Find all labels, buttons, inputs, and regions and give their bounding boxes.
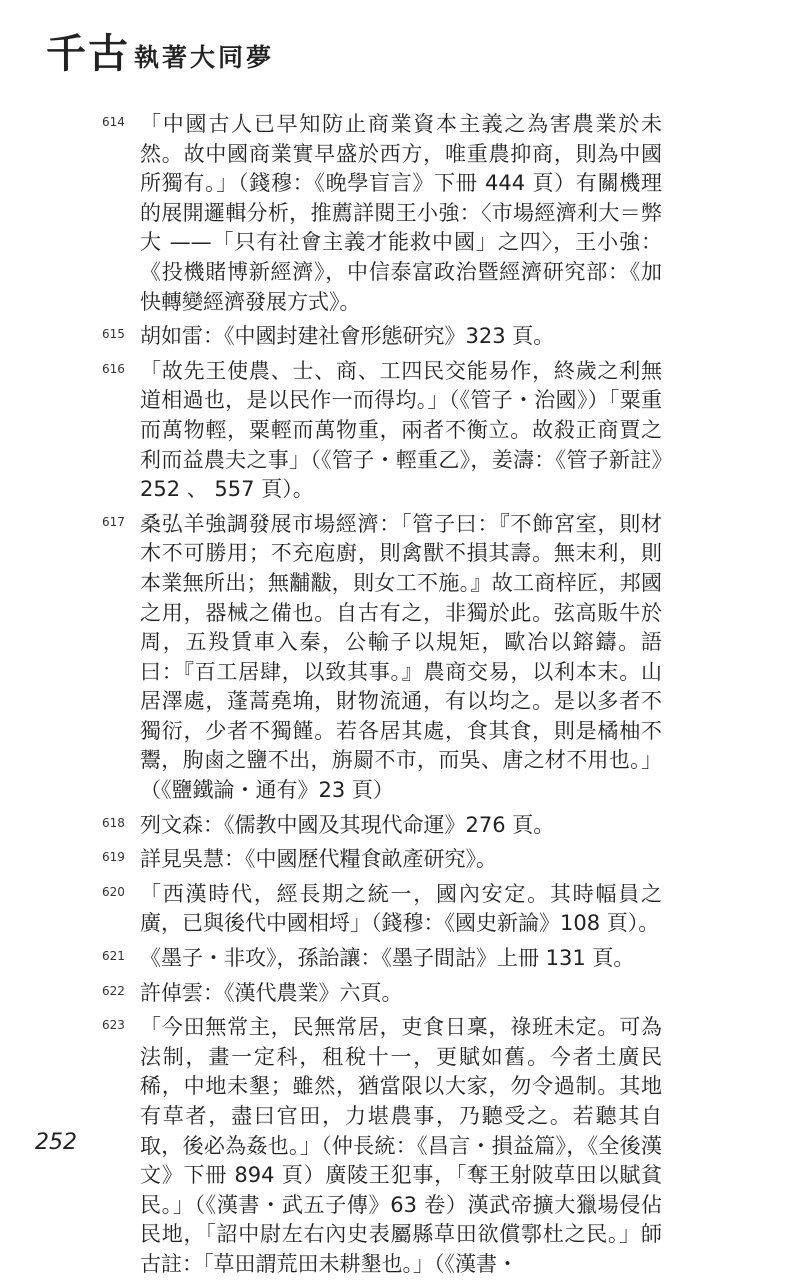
endnote xyxy=(102,357,662,505)
endnote-number: 615 xyxy=(102,327,125,342)
endnote-number: 623 xyxy=(102,1018,125,1033)
endnote-number: 622 xyxy=(102,983,125,998)
endnote xyxy=(102,811,662,841)
endnote-text: 詳見吳慧：《中國歷代糧食畝產研究》。 xyxy=(140,847,497,872)
endnote-text: 胡如雷：《中國封建社會形態研究》323 頁。 xyxy=(140,324,555,349)
page-number: 252 xyxy=(35,1130,77,1155)
endnote xyxy=(102,845,662,875)
endnote-number: 617 xyxy=(102,514,125,529)
endnote-text: 《墨子・非攻》，孫詒讓：《墨子間詁》上冊 131 頁。 xyxy=(140,946,635,971)
book-title-sub: 執著大同夢 xyxy=(134,43,275,72)
endnote-text: 桑弘羊強調發展市場經濟：「管子曰：『不飾宮室，則材木不可勝用；不充庖廚，則禽獸不損其壽。無末利，則本業無所出；無黼黻，則女工不施。』故工商梓匠，邦國之用，器械之備也。自古有之，非獨於此。弦高販牛於周，五羖賃車入秦，公輸子以規矩，歐冶以鎔鑄。語曰：『百工居肆，以致其事。』農商交易，以利本末。山居澤處，蓬蒿堯埆，財物流通，有以均之。是以多者不獨衍，少者不獨饉。若各居其處，食其食，則是橘柚不鬻，朐鹵之鹽不出，旃罽不市，而吳、唐之材不用也。」（《鹽鐵論・通有》23 頁） xyxy=(140,511,662,803)
endnote xyxy=(102,880,662,939)
endnote-text: 「故先王使農、士、商、工四民交能易作，終歲之利無道相過也，是以民作一而得均。」（《管子・治國》）「粟重而萬物輕，粟輕而萬物重，兩者不衡立。故殺正商賈之利而益農夫之事」（《管子・輕重乙》，姜濤：《管子新註》252 、 557 頁）。 xyxy=(140,358,662,502)
endnote-number: 620 xyxy=(102,884,125,899)
endnote xyxy=(102,110,662,317)
endnote-number: 619 xyxy=(102,850,125,865)
endnote-text: 列文森：《儒教中國及其現代命運》276 頁。 xyxy=(140,812,555,837)
book-title-main: 千古 xyxy=(46,30,130,77)
endnote xyxy=(102,322,662,352)
endnotes-list xyxy=(102,110,662,1285)
endnote xyxy=(102,979,662,1009)
endnote-text: 「西漢時代，經長期之統一，國內安定。其時幅員之廣，已與後代中國相埒」（錢穆：《國史新論》108 頁）。 xyxy=(140,881,662,936)
running-header xyxy=(46,30,274,78)
endnote xyxy=(102,1013,662,1279)
endnote-number: 616 xyxy=(102,361,125,376)
endnote-text: 許倬雲：《漢代農業》六頁。 xyxy=(140,980,403,1005)
endnote-number: 614 xyxy=(102,115,125,129)
endnote-text: 「中國古人已早知防止商業資本主義之為害農業於未然。故中國商業實早盛於西方，唯重農抑商，則為中國所獨有。」（錢穆：《晚學盲言》下冊 444 頁）有關機理的展開邏輯分析，推薦詳閱王小強：〈市場經濟利大＝弊大 ——「只有社會主義才能救中國」之四〉，王小強：《投機賭博新經濟》，中信泰富政治暨經濟研究部：《加快轉變經濟發展方式》。 xyxy=(140,112,662,314)
endnote-text: 「今田無常主，民無常居，吏食日稟，祿班未定。可為法制，畫一定科，租稅十一，更賦如舊。今者土廣民稀，中地未墾；雖然，猶當限以大家，勿令過制。其地有草者，盡曰官田，力堪農事，乃聽受之。若聽其自取，後必為姦也。」（仲長統：《昌言・損益篇》，《全後漢文》下冊 894 頁）廣陵王犯事，「奪王射陂草田以賦貧民。」（《漢書・武五子傳》63 卷）漢武帝擴大獵場侵佔民地，「詔中尉左右內史表屬縣草田欲償鄠杜之民。」師古註：「草田謂荒田未耕墾也。」（《漢書・ xyxy=(140,1015,662,1276)
endnote-number: 621 xyxy=(102,949,125,964)
endnote xyxy=(102,944,662,974)
endnote xyxy=(102,510,662,806)
endnote-number: 618 xyxy=(102,815,125,830)
